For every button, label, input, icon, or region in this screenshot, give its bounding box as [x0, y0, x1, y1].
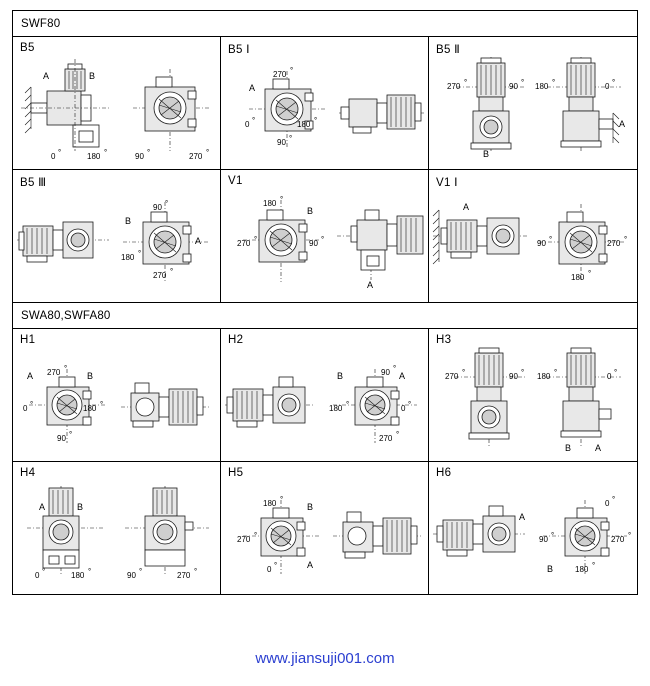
svg-text:0: 0 [400, 404, 406, 413]
svg-text:°: ° [100, 400, 104, 409]
svg-text:°: ° [463, 78, 468, 87]
svg-text:180: 180 [87, 152, 101, 161]
svg-text:90: 90 [135, 152, 144, 161]
svg-text:A: A [594, 443, 601, 453]
svg-text:0: 0 [606, 372, 612, 381]
svg-text:°: ° [395, 430, 400, 439]
svg-text:°: ° [313, 116, 318, 125]
svg-text:180: 180 [574, 565, 589, 574]
svg-text:°: ° [88, 567, 92, 576]
diagram-art-b5 [13, 51, 220, 169]
svg-text:270: 270 [47, 368, 61, 377]
svg-text:°: ° [289, 66, 294, 75]
svg-text:°: ° [58, 148, 62, 157]
svg-text:°: ° [138, 249, 142, 258]
svg-text:90: 90 [508, 82, 518, 91]
svg-text:A: A [248, 83, 255, 93]
svg-text:90: 90 [153, 203, 162, 212]
svg-text:A: A [27, 371, 34, 381]
svg-text:180: 180 [328, 404, 343, 413]
band-header-swf80 [13, 11, 637, 37]
cell-title: B5 Ⅰ [227, 44, 250, 56]
svg-text:°: ° [253, 531, 258, 540]
svg-text:°: ° [407, 400, 412, 409]
svg-text:°: ° [461, 368, 466, 377]
cell-title: H1 [20, 334, 36, 346]
svg-text:°: ° [392, 364, 397, 373]
svg-text:°: ° [548, 235, 553, 244]
band-label: SWA80,SWFA80 [21, 309, 111, 322]
svg-text:270: 270 [610, 535, 625, 544]
svg-text:270: 270 [606, 239, 621, 248]
diagram-art-v1-i [429, 184, 637, 302]
svg-text:°: ° [104, 148, 108, 157]
cell-title: H3 [435, 334, 452, 346]
cell-h3 [429, 329, 637, 461]
diagram-art-h2 [221, 343, 428, 461]
mounting-position-table [12, 10, 638, 595]
svg-text:B: B [564, 443, 571, 453]
cell-title: B5 Ⅲ [20, 177, 47, 189]
svg-text:B: B [125, 216, 132, 226]
band-label: SWF80 [21, 17, 61, 30]
svg-text:°: ° [611, 495, 616, 504]
cell-v1 [221, 170, 429, 302]
svg-text:°: ° [279, 495, 284, 504]
svg-text:0: 0 [604, 82, 610, 91]
svg-text:90: 90 [127, 571, 136, 580]
svg-text:°: ° [613, 368, 618, 377]
svg-text:180: 180 [83, 404, 97, 413]
svg-text:°: ° [587, 269, 592, 278]
cell-title: H5 [227, 467, 244, 479]
svg-text:°: ° [30, 400, 34, 409]
svg-text:°: ° [345, 400, 350, 409]
letter-B: B [89, 71, 96, 81]
svg-text:270: 270 [236, 239, 251, 248]
svg-text:0: 0 [35, 571, 40, 580]
svg-text:270: 270 [444, 372, 459, 381]
cell-title: B5 [20, 42, 35, 54]
cell-h4 [13, 462, 221, 594]
svg-text:A: A [39, 502, 46, 512]
svg-text:°: ° [611, 78, 616, 87]
svg-text:°: ° [591, 561, 596, 570]
svg-text:270: 270 [189, 152, 203, 161]
svg-text:B: B [482, 149, 489, 159]
svg-text:0: 0 [604, 499, 610, 508]
svg-text:270: 270 [153, 271, 167, 280]
svg-text:180: 180 [536, 372, 551, 381]
svg-text:B: B [77, 502, 84, 512]
svg-text:270: 270 [378, 434, 393, 443]
footer-url[interactable]: www.jiansuji001.com [255, 650, 395, 667]
cell-b5-ii [429, 37, 637, 169]
svg-text:270: 270 [177, 571, 191, 580]
svg-text:B: B [306, 206, 313, 216]
svg-text:B: B [306, 502, 313, 512]
svg-text:0: 0 [23, 404, 28, 413]
svg-text:270: 270 [272, 70, 287, 79]
svg-text:°: ° [520, 368, 525, 377]
diagram-art-h5 [221, 476, 428, 594]
svg-text:°: ° [288, 134, 293, 143]
cell-title: V1 Ⅰ [435, 177, 458, 189]
cell-title: B5 Ⅱ [435, 44, 461, 56]
diagram-art-b5-iii [13, 184, 220, 302]
svg-text:°: ° [170, 267, 174, 276]
svg-text:B: B [87, 371, 94, 381]
cell-b5-i [221, 37, 429, 169]
svg-text:°: ° [520, 78, 525, 87]
cell-h6 [429, 462, 637, 594]
cell-h5 [221, 462, 429, 594]
cell-title: V1 [227, 175, 243, 187]
svg-text:90: 90 [536, 239, 546, 248]
svg-text:°: ° [279, 195, 284, 204]
svg-text:90: 90 [308, 239, 318, 248]
svg-text:90: 90 [508, 372, 518, 381]
letter-A: A [43, 71, 50, 81]
cell-title: H2 [227, 334, 244, 346]
svg-text:A: A [618, 119, 625, 129]
svg-text:°: ° [69, 430, 73, 439]
svg-text:A: A [195, 236, 202, 246]
cell-h1 [13, 329, 221, 461]
svg-text:B: B [546, 564, 553, 574]
band-header-swa80 [13, 303, 637, 329]
cell-h2 [221, 329, 429, 461]
svg-text:180: 180 [570, 273, 585, 282]
svg-text:°: ° [551, 78, 556, 87]
diagram-art-b5-ii [429, 51, 637, 169]
svg-text:°: ° [147, 148, 151, 157]
svg-text:180: 180 [262, 199, 277, 208]
svg-text:180: 180 [71, 571, 85, 580]
svg-text:°: ° [627, 531, 632, 540]
svg-text:90: 90 [276, 138, 286, 147]
diagram-art-h1 [13, 343, 220, 461]
diagram-row [13, 37, 637, 170]
svg-text:°: ° [42, 567, 46, 576]
svg-text:90: 90 [538, 535, 548, 544]
cell-b5-iii [13, 170, 221, 302]
diagram-art-h3 [429, 343, 637, 461]
svg-text:270: 270 [446, 82, 461, 91]
svg-text:A: A [518, 512, 525, 522]
diagram-art-v1 [221, 184, 428, 302]
diagram-art-h4 [13, 476, 220, 594]
svg-text:°: ° [206, 148, 210, 157]
svg-text:°: ° [253, 235, 258, 244]
svg-text:180: 180 [121, 253, 135, 262]
cell-title: H4 [20, 467, 36, 479]
cell-b5 [13, 37, 221, 169]
svg-text:°: ° [64, 364, 68, 373]
diagram-art-b5-i [221, 51, 428, 169]
svg-text:A: A [366, 280, 373, 290]
svg-text:°: ° [273, 561, 278, 570]
cell-v1-i [429, 170, 637, 302]
svg-text:°: ° [251, 116, 256, 125]
svg-text:A: A [462, 202, 469, 212]
svg-text:A: A [306, 560, 313, 570]
svg-text:180: 180 [296, 120, 311, 129]
diagram-row [13, 462, 637, 595]
svg-text:180: 180 [534, 82, 549, 91]
svg-text:90: 90 [380, 368, 390, 377]
svg-text:°: ° [165, 199, 169, 208]
svg-text:°: ° [623, 235, 628, 244]
svg-text:0: 0 [51, 152, 56, 161]
svg-text:°: ° [139, 567, 143, 576]
svg-text:°: ° [553, 368, 558, 377]
svg-text:180: 180 [262, 499, 277, 508]
diagram-row [13, 329, 637, 462]
diagram-art-h6 [429, 476, 637, 594]
svg-text:B: B [336, 371, 343, 381]
svg-text:A: A [398, 371, 405, 381]
svg-text:0: 0 [244, 120, 250, 129]
svg-text:°: ° [550, 531, 555, 540]
svg-text:°: ° [320, 235, 325, 244]
svg-text:0: 0 [266, 565, 272, 574]
cell-title: H6 [435, 467, 452, 479]
svg-text:°: ° [194, 567, 198, 576]
svg-text:270: 270 [236, 535, 251, 544]
diagram-row [13, 170, 637, 303]
svg-text:90: 90 [57, 434, 66, 443]
